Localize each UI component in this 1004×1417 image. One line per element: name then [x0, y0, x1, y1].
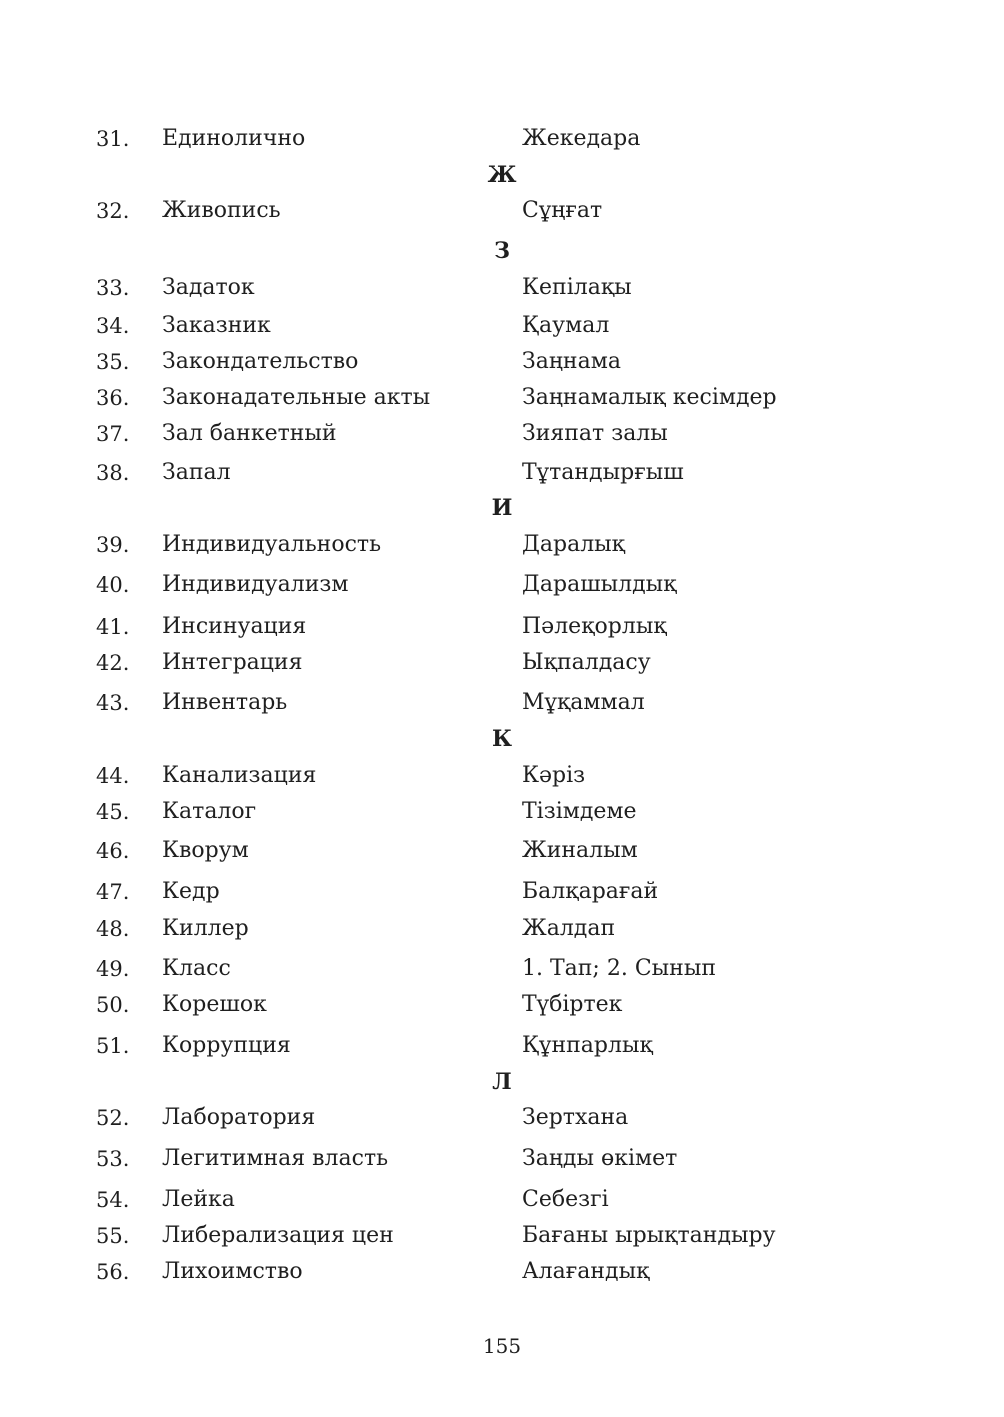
page-number: 155	[482, 1334, 522, 1358]
glossary-entry	[0, 1105, 1004, 1153]
russian-term: Единолично	[162, 126, 306, 151]
entry-number: 32.	[96, 199, 130, 223]
kazakh-term: Заңнама	[522, 349, 621, 374]
glossary-entry	[0, 1187, 1004, 1235]
entry-number: 56.	[96, 1260, 130, 1284]
glossary-entry	[0, 1146, 1004, 1194]
glossary-entry	[0, 421, 1004, 469]
entry-number: 40.	[96, 573, 130, 597]
entry-number: 51.	[96, 1034, 130, 1058]
glossary-entry	[0, 572, 1004, 620]
glossary-entry	[0, 650, 1004, 698]
kazakh-term: Жиналым	[522, 838, 638, 863]
glossary-entry	[0, 992, 1004, 1040]
kazakh-term: Кепілақы	[522, 275, 632, 300]
glossary-entry	[0, 763, 1004, 811]
kazakh-term: Балқарағай	[522, 879, 659, 904]
kazakh-term: Мұқаммал	[522, 690, 645, 715]
glossary-entry	[0, 956, 1004, 1004]
kazakh-term: Зияпат залы	[522, 421, 668, 446]
kazakh-term: Тізімдеме	[522, 799, 637, 824]
glossary-entry	[0, 614, 1004, 662]
kazakh-term: Заңнамалық кесімдер	[522, 385, 777, 410]
section-letter: Ж	[487, 162, 517, 188]
kazakh-term: Түбіртек	[522, 992, 623, 1017]
kazakh-term: Қаумал	[522, 313, 610, 338]
entry-number: 45.	[96, 800, 130, 824]
russian-term: Лейка	[162, 1187, 235, 1212]
entry-number: 34.	[96, 314, 130, 338]
entry-number: 43.	[96, 691, 130, 715]
russian-term: Лихоимство	[162, 1259, 303, 1284]
entry-number: 42.	[96, 651, 130, 675]
russian-term: Зал банкетный	[162, 421, 337, 446]
russian-term: Кворум	[162, 838, 249, 863]
glossary-entry	[0, 1259, 1004, 1307]
russian-term: Индивидуальность	[162, 532, 382, 557]
entry-number: 39.	[96, 533, 130, 557]
entry-number: 31.	[96, 127, 130, 151]
glossary-entry	[0, 879, 1004, 927]
kazakh-term: Заңды өкімет	[522, 1146, 678, 1171]
kazakh-term: Жекедара	[522, 126, 641, 151]
russian-term: Корешок	[162, 992, 267, 1017]
russian-term: Лаборатория	[162, 1105, 316, 1130]
russian-term: Легитимная власть	[162, 1146, 389, 1171]
kazakh-term: Пәлеқорлық	[522, 614, 667, 639]
kazakh-term: Жалдап	[522, 916, 616, 941]
glossary-entry	[0, 532, 1004, 580]
section-letter: З	[494, 238, 510, 264]
kazakh-term: 1. Тап; 2. Сынып	[522, 956, 717, 981]
section-letter: Л	[492, 1069, 512, 1095]
kazakh-term: Құнпарлық	[522, 1033, 653, 1058]
russian-term: Класс	[162, 956, 231, 981]
russian-term: Законадательные акты	[162, 385, 431, 410]
kazakh-term: Ықпалдасу	[522, 650, 651, 675]
kazakh-term: Себезгі	[522, 1187, 609, 1212]
glossary-entry	[0, 349, 1004, 397]
entry-number: 47.	[96, 880, 130, 904]
entry-number: 54.	[96, 1188, 130, 1212]
entry-number: 33.	[96, 276, 130, 300]
glossary-entry	[0, 313, 1004, 361]
russian-term: Задаток	[162, 275, 255, 300]
russian-term: Закондательство	[162, 349, 359, 374]
section-letter: К	[491, 726, 512, 752]
entry-number: 49.	[96, 957, 130, 981]
entry-number: 53.	[96, 1147, 130, 1171]
russian-term: Живопись	[162, 198, 281, 223]
russian-term: Либерализация цен	[162, 1223, 394, 1248]
russian-term: Кедр	[162, 879, 220, 904]
entry-number: 50.	[96, 993, 130, 1017]
russian-term: Каталог	[162, 799, 257, 824]
russian-term: Канализация	[162, 763, 317, 788]
russian-term: Интеграция	[162, 650, 303, 675]
russian-term: Инвентарь	[162, 690, 288, 715]
glossary-entry	[0, 838, 1004, 886]
entry-number: 36.	[96, 386, 130, 410]
glossary-entry	[0, 275, 1004, 323]
russian-term: Киллер	[162, 916, 249, 941]
entry-number: 55.	[96, 1224, 130, 1248]
kazakh-term: Бағаны ырықтандыру	[522, 1223, 776, 1248]
kazakh-term: Даралық	[522, 532, 626, 557]
russian-term: Заказник	[162, 313, 271, 338]
russian-term: Инсинуация	[162, 614, 307, 639]
russian-term: Запал	[162, 460, 231, 485]
russian-term: Коррупция	[162, 1033, 291, 1058]
entry-number: 46.	[96, 839, 130, 863]
kazakh-term: Алағандық	[522, 1259, 650, 1284]
kazakh-term: Кәріз	[522, 763, 586, 788]
kazakh-term: Зертхана	[522, 1105, 629, 1130]
entry-number: 52.	[96, 1106, 130, 1130]
glossary-entry	[0, 385, 1004, 433]
entry-number: 38.	[96, 461, 130, 485]
kazakh-term: Сұңғат	[522, 198, 603, 223]
entry-number: 37.	[96, 422, 130, 446]
russian-term: Индивидуализм	[162, 572, 349, 597]
section-letter: И	[491, 495, 513, 521]
entry-number: 44.	[96, 764, 130, 788]
entry-number: 35.	[96, 350, 130, 374]
kazakh-term: Дарашылдық	[522, 572, 677, 597]
kazakh-term: Тұтандырғыш	[522, 460, 684, 485]
glossary-entry	[0, 916, 1004, 964]
entry-number: 41.	[96, 615, 130, 639]
glossary-entry	[0, 1223, 1004, 1271]
entry-number: 48.	[96, 917, 130, 941]
glossary-entry	[0, 799, 1004, 847]
